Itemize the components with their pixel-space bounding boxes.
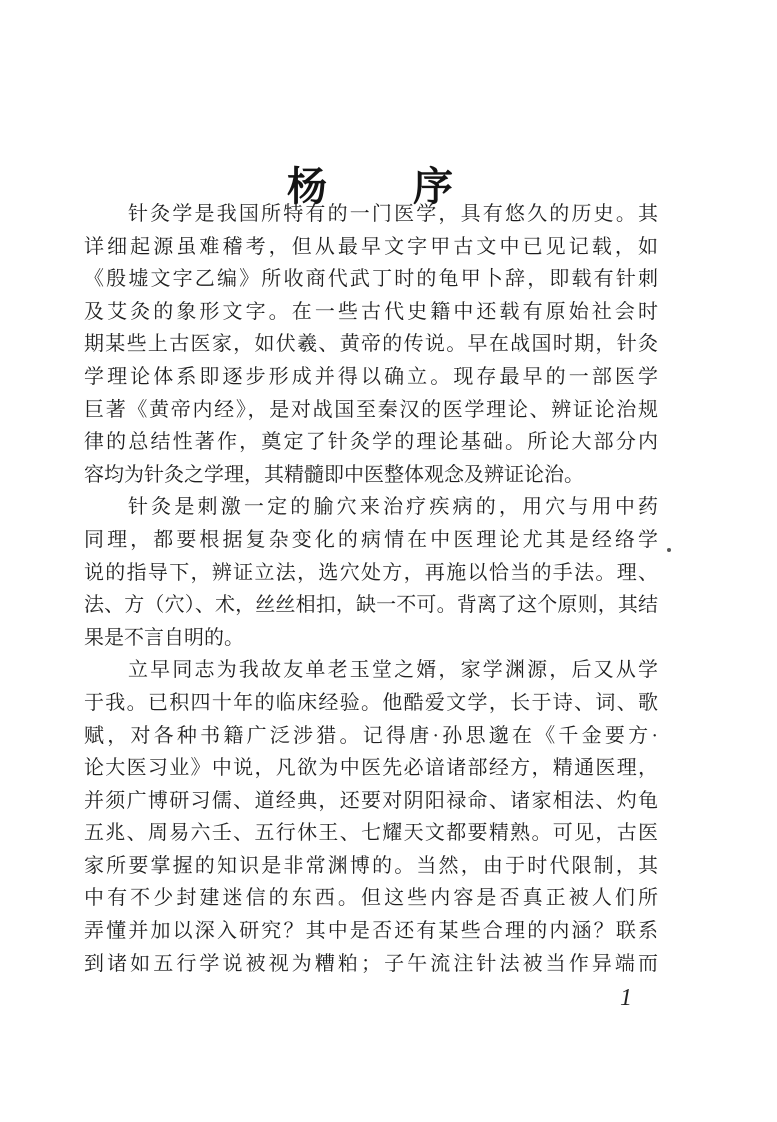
- body-line: 家所要掌握的知识是非常渊博的。当然，由于时代限制，其: [84, 854, 658, 877]
- body-line: 巨著《黄帝内经》，是对战国至秦汉的医学理论、辨证论治规: [84, 398, 658, 421]
- body-line: 弄懂并加以深入研究？其中是否还有某些合理的内涵？联系: [84, 920, 658, 943]
- body-line: 说的指导下，辨证立法，选穴处方，再施以恰当的手法。理、: [84, 561, 658, 584]
- body-line: 律的总结性著作，奠定了针灸学的理论基础。所论大部分内: [84, 431, 658, 454]
- body-line: 《殷墟文字乙编》所收商代武丁时的龟甲卜辞，即载有针刺: [84, 268, 658, 291]
- body-text: [84, 198, 658, 980]
- body-line: 并须广博研习儒、道经典，还要对阴阳禄命、诸家相法、灼龟: [84, 789, 658, 812]
- page-number: 1: [620, 985, 632, 1011]
- body-line: 针灸学是我国所特有的一门医学，具有悠久的历史。其: [128, 203, 658, 225]
- body-line: 到诸如五行学说被视为糟粕；子午流注针法被当作异端而: [84, 952, 658, 975]
- body-line: 学理论体系即逐步形成并得以确立。现存最早的一部医学: [84, 365, 658, 388]
- body-line: 立早同志为我故友单老玉堂之婿，家学渊源，后又从学: [128, 659, 658, 682]
- body-line: 法、方（穴）、术，丝丝相扣，缺一不可。背离了这个原则，其结: [84, 594, 658, 617]
- body-line: 期某些上古医家，如伏羲、黄帝的传说。早在战国时期，针灸: [84, 333, 658, 356]
- body-line: 五兆、周易六壬、五行休王、七耀天文都要精熟。可见，古医: [84, 822, 658, 845]
- body-line: 及艾灸的象形文字。在一些古代史籍中还载有原始社会时: [84, 300, 658, 323]
- scan-speck: [667, 548, 671, 552]
- body-line: 容均为针灸之学理，其精髓即中医整体观念及辨证论治。: [84, 463, 584, 486]
- body-line: 果是不言自明的。: [84, 626, 244, 649]
- body-line: 中有不少封建迷信的东西。但这些内容是否真正被人们所: [84, 887, 658, 910]
- body-line: 针灸是刺激一定的腧穴来治疗疾病的，用穴与用中药: [128, 496, 658, 519]
- body-line: 详细起源虽难稽考，但从最早文字甲古文中已见记载，如: [84, 235, 658, 258]
- body-line: 论大医习业》中说，凡欲为中医先必谙诸部经方，精通医理，: [84, 757, 658, 780]
- body-line: 同理，都要根据复杂变化的病情在中医理论尤其是经络学: [84, 528, 658, 551]
- body-line: 赋，对各种书籍广泛涉猎。记得唐·孙思邈在《千金要方·: [84, 724, 658, 747]
- body-line: 于我。已积四十年的临床经验。他酷爱文学，长于诗、词、歌: [84, 691, 658, 714]
- preface-title: 杨 序: [287, 163, 455, 209]
